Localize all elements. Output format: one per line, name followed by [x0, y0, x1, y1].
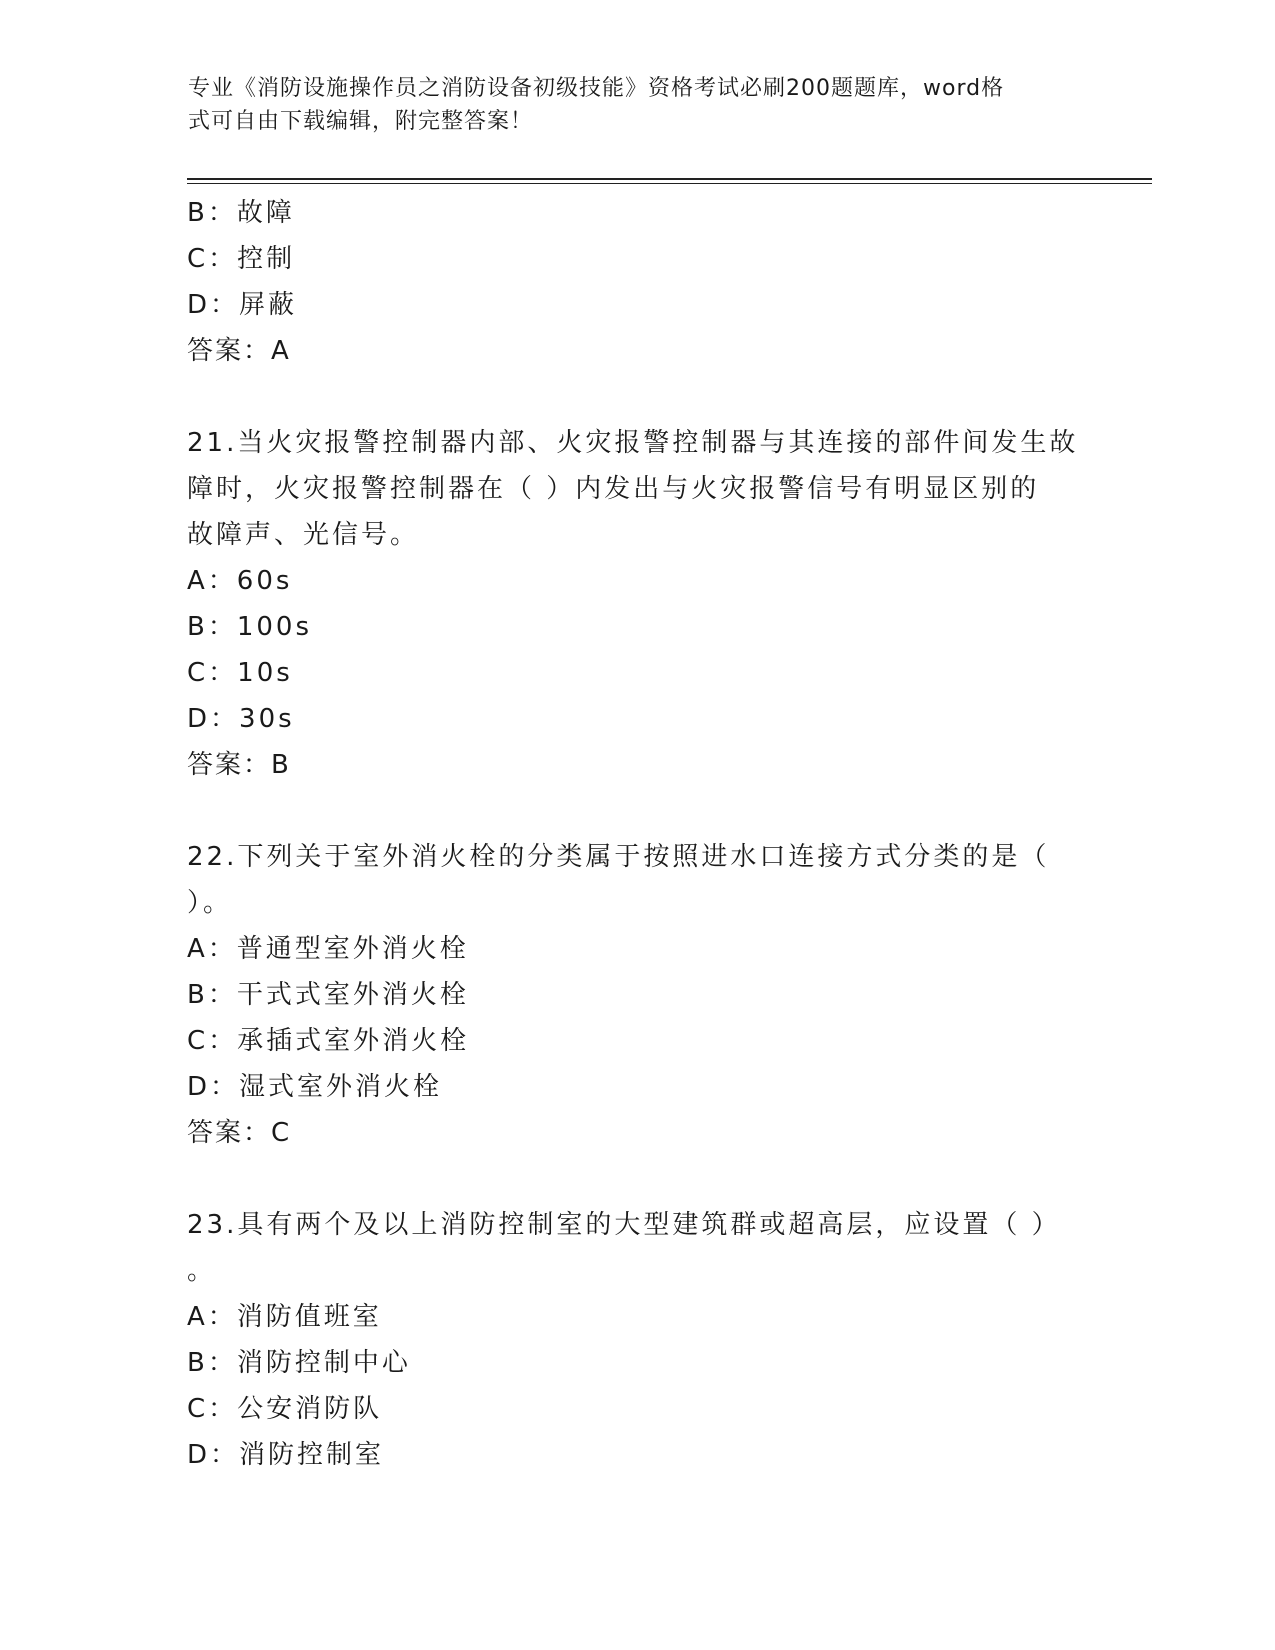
- option-d: D：30s: [187, 704, 295, 734]
- option-b: B：消防控制中心: [187, 1348, 411, 1378]
- question-list: [187, 190, 1087, 1478]
- option-a: A：普通型室外消火栓: [187, 934, 469, 964]
- question-text-line: ）。: [187, 888, 233, 918]
- question-text-line: 。: [187, 1256, 217, 1286]
- option-c: C：控制: [187, 244, 296, 274]
- question-text-line: 故障声、光信号。: [187, 520, 420, 550]
- option-d: D：湿式室外消火栓: [187, 1072, 443, 1102]
- header-divider-thick: [187, 178, 1152, 180]
- question-text-line: 23.具有两个及以上消防控制室的大型建筑群或超高层，应设置（ ）: [187, 1210, 1061, 1240]
- question-text-line: 22.下列关于室外消火栓的分类属于按照进水口连接方式分类的是（: [187, 842, 1050, 872]
- option-c: C：公安消防队: [187, 1394, 383, 1424]
- option-c: C：承插式室外消火栓: [187, 1026, 470, 1056]
- question-20-tail: [187, 190, 1087, 374]
- header-line-2: 式可自由下载编辑，附完整答案！: [188, 109, 534, 134]
- question-21: [187, 420, 1087, 788]
- option-d: D：消防控制室: [187, 1440, 385, 1470]
- option-b: B：故障: [187, 198, 295, 228]
- option-a: A：消防值班室: [187, 1302, 382, 1332]
- option-c: C：10s: [187, 658, 293, 688]
- question-23: [187, 1202, 1087, 1478]
- option-d: D：屏蔽: [187, 290, 298, 320]
- question-text-line: 障时，火灾报警控制器在（ ）内发出与火灾报警信号有明显区别的: [187, 474, 1040, 504]
- spacer: [187, 374, 1087, 420]
- spacer: [187, 1156, 1087, 1202]
- document-header: [188, 72, 1078, 138]
- answer-line: 答案：C: [187, 1118, 292, 1148]
- spacer: [187, 788, 1087, 834]
- option-b: B：100s: [187, 612, 313, 642]
- answer-line: 答案：A: [187, 336, 291, 366]
- header-divider-thin: [187, 183, 1152, 184]
- question-text-line: 21.当火灾报警控制器内部、火灾报警控制器与其连接的部件间发生故: [187, 428, 1079, 458]
- header-line-1: 专业《消防设施操作员之消防设备初级技能》资格考试必刷200题题库，word格: [188, 76, 1005, 101]
- option-a: A：60s: [187, 566, 293, 596]
- question-22: [187, 834, 1087, 1156]
- answer-line: 答案：B: [187, 750, 291, 780]
- option-b: B：干式式室外消火栓: [187, 980, 469, 1010]
